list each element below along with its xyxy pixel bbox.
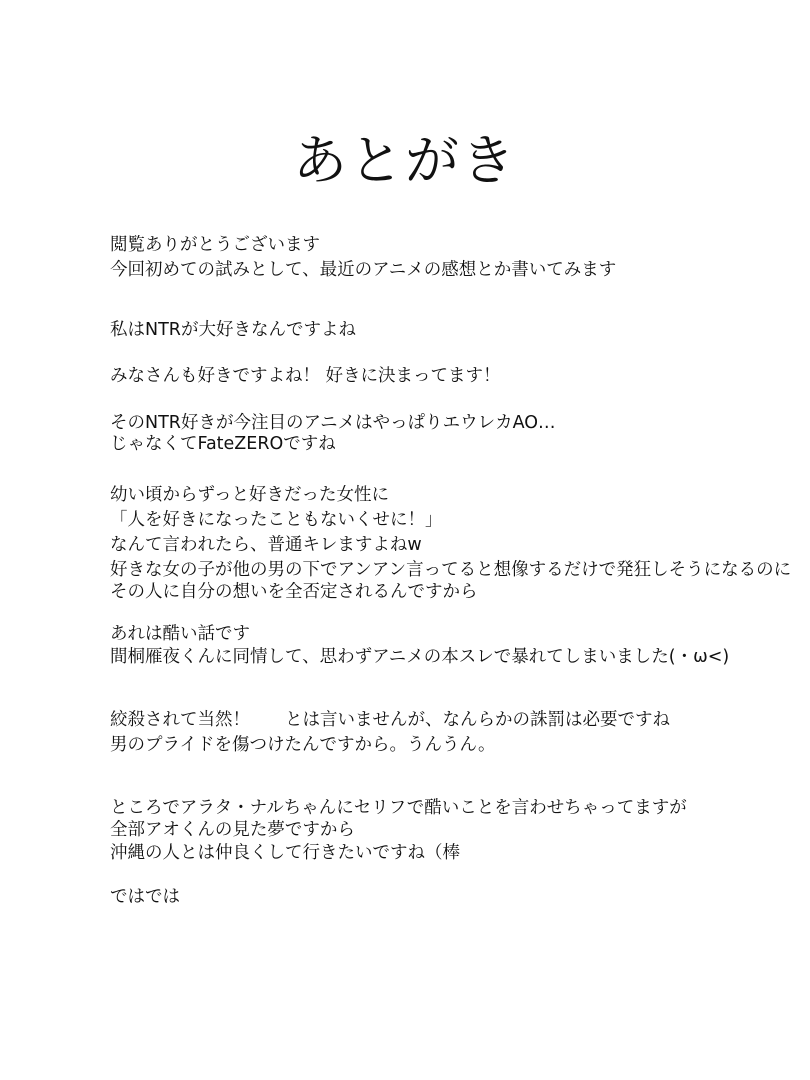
- text-line: その人に自分の想いを全否定されるんですから: [110, 582, 478, 602]
- text-line: 幼い頃からずっと好きだった女性に: [110, 485, 389, 505]
- text-line: じゃなくてFateZEROですね: [110, 434, 336, 454]
- text-line: 好きな女の子が他の男の下でアンアン言ってると想像するだけで発狂しそうになるのに: [110, 560, 792, 580]
- text-line: 今回初めての試みとして、最近のアニメの感想とか書いてみます: [110, 260, 617, 280]
- text-line: そのNTR好きが今注目のアニメはやっぱりエウレカAO…: [110, 413, 556, 433]
- text-line: 私はNTRが大好きなんですよね: [110, 320, 356, 340]
- text-line: 絞殺されて当然！ とは言いませんが、なんらかの誅罰は必要ですね: [110, 710, 670, 730]
- text-line: あれは酷い話です: [110, 624, 250, 644]
- text-line: 「人を好きになったこともないくせに！」: [110, 510, 443, 530]
- text-line: ところでアラタ・ナルちゃんにセリフで酷いことを言わせちゃってますが: [110, 798, 687, 818]
- text-line: ではでは: [110, 887, 180, 907]
- page-title: あとがき: [293, 129, 517, 192]
- text-line: 沖縄の人とは仲良くして行きたいですね（棒: [110, 843, 460, 863]
- text-line: 男のプライドを傷つけたんですから。うんうん。: [110, 735, 496, 755]
- text-line: なんて言われたら、普通キレますよねw: [110, 535, 422, 555]
- text-line: 閲覧ありがとうございます: [110, 235, 320, 255]
- text-line: 全部アオくんの見た夢ですから: [110, 820, 355, 840]
- text-line: 間桐雁夜くんに同情して、思わずアニメの本スレで暴れてしまいました(・ω<): [110, 647, 730, 667]
- text-line: みなさんも好きですよね！ 好きに決まってます！: [110, 366, 501, 386]
